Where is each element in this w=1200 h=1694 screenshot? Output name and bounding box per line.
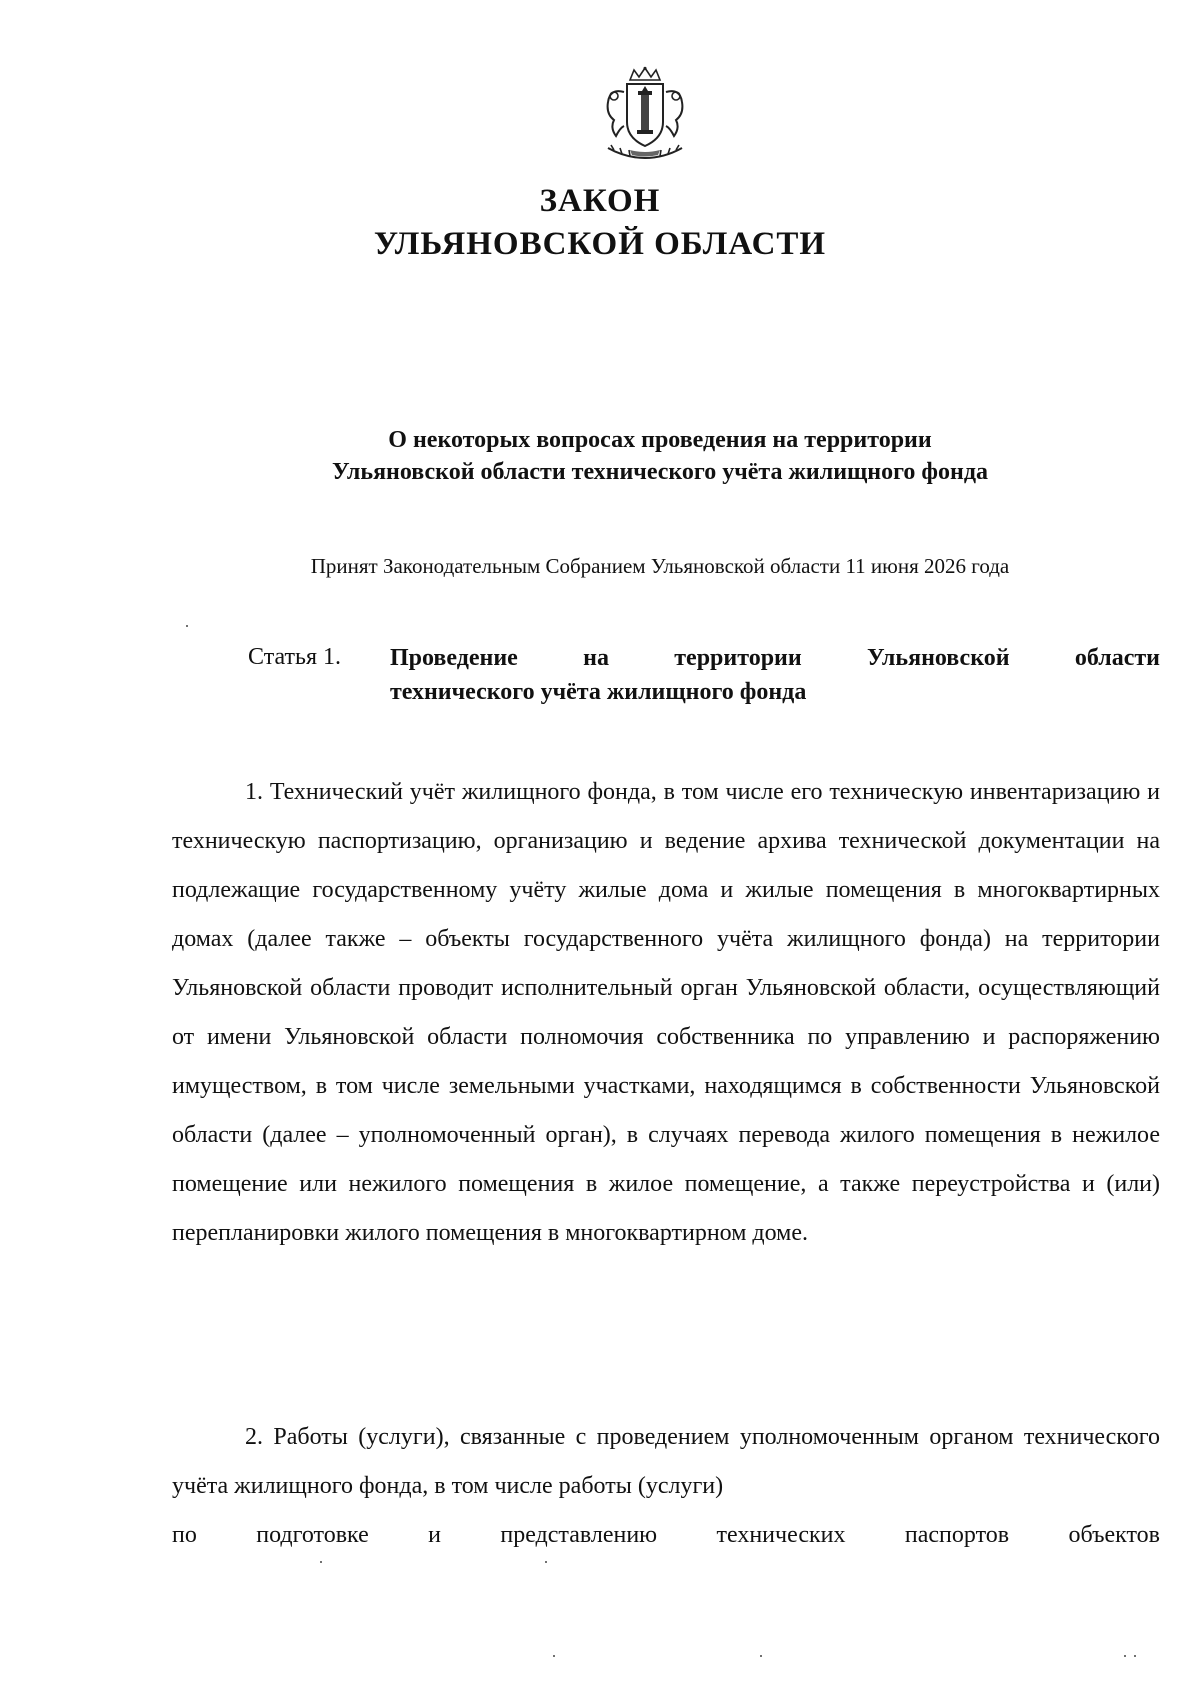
paragraph-2-text: 2. Работы (услуги), связанные с проведением уполномоченным органом технического учёта жилищного фонда, в том числе работы (услуги) <box>172 1424 1160 1499</box>
law-title <box>240 424 1080 488</box>
law-title-line1: О некоторых вопросах проведения на территории <box>388 427 932 453</box>
article-title-line1: Проведение на территории Ульяновской области <box>390 645 1160 671</box>
law-heading-line2: УЛЬЯНОВСКОЙ ОБЛАСТИ <box>373 226 827 262</box>
law-heading-line1: ЗАКОН <box>539 183 661 219</box>
scan-speck <box>545 1561 547 1563</box>
article-title <box>390 641 1160 709</box>
scan-speck <box>760 1655 762 1657</box>
law-title-line2: Ульяновской области технического учёта жилищного фонда <box>332 459 988 485</box>
paragraph-1: 1. Технический учёт жилищного фонда, в том числе его техническую инвентаризацию и техническую паспортизацию, организацию и ведение архива технической документации на подлежащие государственному учёту жилые дома и жилые помещения в многоквартирных домах (далее также – объекты государственного учёта жилищного фонда) на территории Ульяновской области проводит исполнительный орган Ульяновской области, осуществляющий от имени Ульяновской области полномочия собственника по управлению и распоряжению имуществом, в том числе земельными участками, находящимся в собственности Ульяновской области (далее – уполномоченный орган), в случаях перевода жилого помещения в нежилое помещение или нежилого помещения в жилое помещение, а также переустройства и (или) перепланировки жилого помещения в многоквартирном доме. <box>172 779 1160 1246</box>
paragraph-2-last-line: по подготовке и представлению технических паспортов объектов <box>172 1522 1160 1548</box>
law-heading <box>0 180 1200 266</box>
article-title-line2: технического учёта жилищного фонда <box>390 679 807 705</box>
coat-of-arms-icon <box>600 66 690 162</box>
scan-speck <box>186 625 188 627</box>
paragraph-2 <box>172 1413 1160 1560</box>
scan-speck <box>1124 1655 1126 1657</box>
adoption-note: Принят Законодательным Собранием Ульяновской области 11 июня 2026 года <box>310 554 1010 578</box>
scan-speck <box>553 1655 555 1657</box>
article-label: Статья 1. <box>248 644 341 670</box>
scan-speck <box>320 1561 322 1563</box>
scan-speck <box>1134 1655 1136 1657</box>
